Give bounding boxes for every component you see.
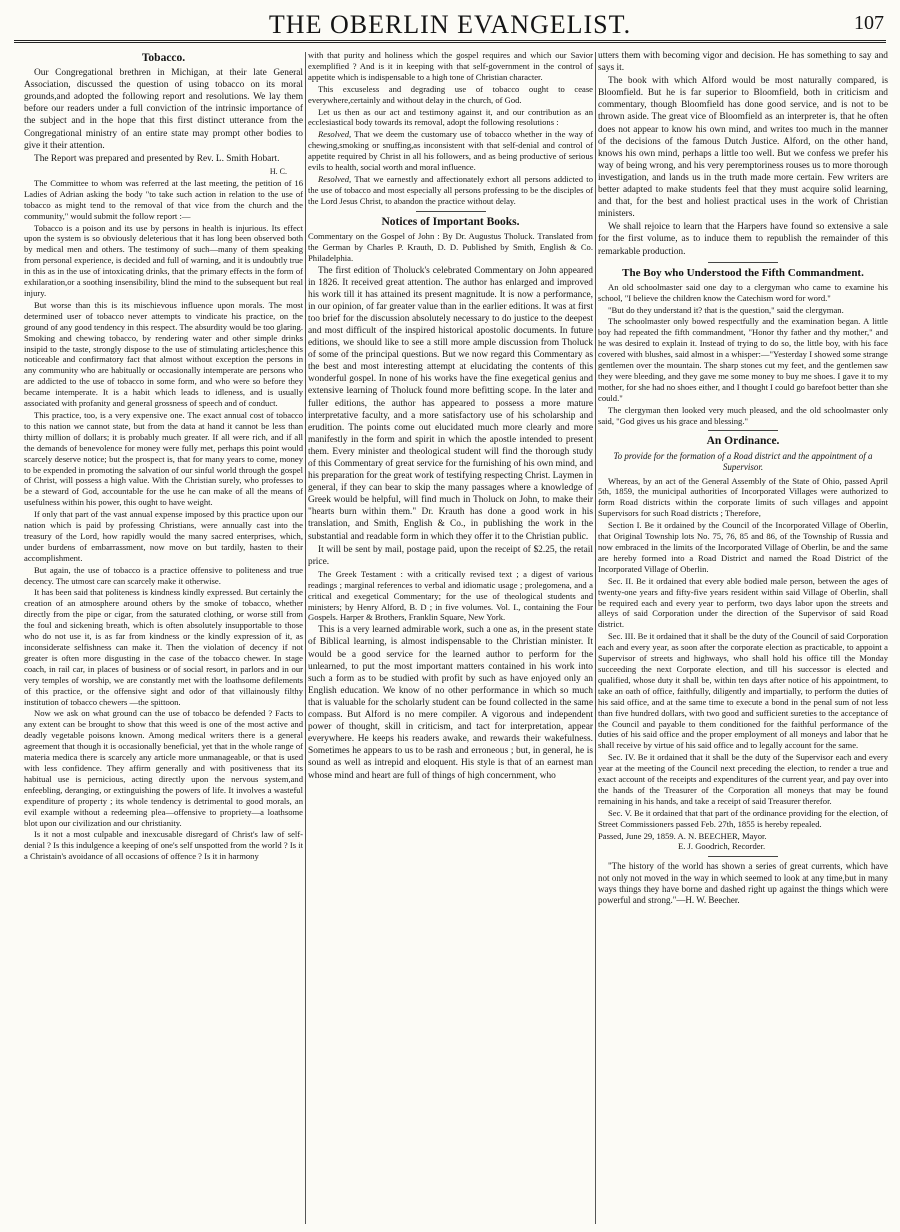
ordinance-paragraph: Sec. II. Be it ordained that every able bodied male person, between the ages of twenty-one years and fifty-five years resident within said Village of Oberlin, shall be required each and every year to perform, two days labor upon the streets and alleys of said Corporation under the direction of the Supervisor of said Road district. <box>598 575 888 630</box>
column-divider <box>305 52 306 1224</box>
beecher-quote: "The history of the world has shown a series of great currents, which have not only not moved in the way in which seemed to look at any time,but in many ways things they have borne and dashed right up against the things which were powerful and strong."—H. W. Beecher. <box>598 861 888 906</box>
tobacco-paragraph: Let us then as our act and testimony against it, and our contribution as an ecclesiastical body towards its removal, adopt the following resolutions : <box>308 106 593 128</box>
editor-initials: H. C. <box>269 166 287 176</box>
resolved-label: Resolved, <box>318 129 352 140</box>
ordinance-paragraph: Sec. III. Be it ordained that it shall be the duty of the Council of said Corporation each and every year, as soon after the corporate election as practicable, to appoint a Supervisor of streets and highways, who shall hold his office till the Monday succeeding the next Corporate election, and till his successor is elected and qualified, whose duty it shall be, within ten days after notice of his appointment, to take an oath of office, faithfully, diligently and impartially, to perform the duties of his said office, and at the same time to execute a bond in the penal sum of not less than five hundred dollars, with two good and sufficient sureties to the acceptance of the Council and payable to them conditioned for the faithful performance of the duties of his said office and the proper employment of all moneys and labor that he shall receive by virtue of his said office and to legally account for the same. <box>598 631 888 751</box>
ordinance-subtitle: To provide for the formation of a Road district and the appointment of a Supervisor. <box>613 450 873 472</box>
mayor-signature: A. N. BEECHER, Mayor. <box>677 830 767 841</box>
section-divider <box>708 262 778 263</box>
masthead <box>14 6 886 48</box>
ordinance-paragraph: Sec. IV. Be it ordained that it shall be the duty of the Supervisor each and every year at the meeting of the Council next preceding the election, to render a true and exact account of the receipts and expenditures of the current year, and pay over into the hands of the Treasurer of the Corporation all moneys that may be found remaining in his hands, and take a receipt of said Treasurer therefor. <box>598 752 888 806</box>
tobacco-heading: Tobacco. <box>141 52 186 64</box>
tobacco-resolution <box>308 174 593 207</box>
tobacco-paragraph: The Committee to whom was referred at the last meeting, the petition of 16 Ladies of Adrian asking the body "to take such action in relation to the use of tobacco as might tend to the removal of that vice from the church and the community," would submit the follow report :— <box>24 177 303 221</box>
tobacco-report-by: The Report was prepared and presented by Rev. L. Smith Hobart. <box>34 153 280 164</box>
tobacco-paragraph: Is it not a most culpable and inexcusable disregard of Christ's law of self-denial ? Is this indulgence a keeping of one's self unspotted from the world ? Is it a Christain's avoidance of all occasions of offence ? Is it in harmony <box>24 829 303 862</box>
newspaper-title: THE OBERLIN EVANGELIST. <box>268 10 632 39</box>
ordinance-paragraph: Section I. Be it ordained by the Council of the Incorporated Village of Oberlin, that Original Township lots No. 75, 76, 85 and 86, of the Township of Russia and now embraced in the limits of the Incorporated Village of Oberlin, be and the same are hereby formed into a Road District and named the Road District of the Incorporated Village of Oberlin. <box>598 520 888 574</box>
boy-heading: The Boy who Understood the Fifth Commandment. <box>622 266 864 279</box>
ordinance-paragraph: Whereas, by an act of the General Assembly of the State of Ohio, passed April 5th, 1859, the municipal authorities of Incorporated Villages were authorized to form Road districts within the corporate limits of such villages and appoint Supervisors for such Road districts ; Therefore, <box>598 475 888 519</box>
column-3 <box>598 50 888 1226</box>
tobacco-paragraph: But again, the use of tobacco is a practice offensive to politeness and true decency. The utmost care can scarcely make it otherwise. <box>24 564 303 586</box>
passed-date: Passed, June 29, 1859. <box>598 830 676 841</box>
review-paragraph: It will be sent by mail, postage paid, upon the receipt of $2.25, the retail price. <box>308 544 593 567</box>
story-paragraph: "But do they understand it? that is the question," said the clergyman. <box>608 304 844 315</box>
tobacco-paragraph: But worse than this is its mischievous influence upon morals. The most determined user of tobacco never attempts to vindicate his practice, on the ground of any good tendency in this respect. The absurdity would be too glaring. Smoking and chewing tobacco, by rendering water and other simple drinks insipid to the taste, strongly dispose to the use of stimulating articles;hence this noticeable and confirmatory fact that almost without exception the persons in any community who are habitually or occasionally intemperate are persons who are addicted to the use of tobacco in some form, and who were so before they became intemperate. It is a habit which leads to idleness, and is usually associated with profanity and general grossness of speech and of conduct. <box>24 299 303 409</box>
book-title: The Greek Testament : with a critically revised text ; a digest of various readings ; marginal references to verbal and idiomatic usage ; prolegomena, and a critical and exegetical Commentary; for the use of theological students and ministers; by Henry Alford, B. D ; in five volumes. Vol. I., containing the Four Gospels. Harper & Brothers, Franklin Square, New York. <box>308 568 593 623</box>
tobacco-paragraph: It has been said that politeness is kindness kindly expressed. But certainly the creation of an atmosphere around others by the smoke of tobacco, whether directly from the pipe or cigar, from the saturated clothing, or worse still from the foul and sickening breath, which is often absolutely insupportable to those who do not use it, is as far from kindness or the kindly expression of it, as inconsiderate selfishness can make it. Then the violation of decency if not greater is often more disgusting in the case of the tobacco chewer. In stage coach, in rail car, in places of business or of social resort, in parlors and in our very temples of worship, we are constantly met with the loathsome defilements of this practice, or the offensive sight and odor of that villainously filthy institution of tobacco chewers —the spittoon. <box>24 587 303 707</box>
section-divider <box>708 430 778 431</box>
tobacco-paragraph: with that purity and holiness which the gospel requires and which our Savior exemplified ? And is it in keeping with that self-government in the control of appetite which is indispensable to a high tone of Christian character. <box>308 50 593 82</box>
tobacco-resolution <box>308 129 593 173</box>
review-paragraph: utters them with becoming vigor and decision. He has something to say and says it. <box>598 51 888 74</box>
column-2 <box>308 50 593 1226</box>
review-paragraph: We shall rejoice to learn that the Harpers have found so extensive a sale for the first volume, as to induce them to republish the remainder of this remarkable production. <box>598 222 888 257</box>
section-divider <box>416 211 486 212</box>
book-title: Commentary on the Gospel of John : By Dr. Augustus Tholuck. Translated from the German by Charles P. Krauth, D. D. Published by Smith, English & Co. Philadelphia. <box>308 230 593 263</box>
ordinance-heading: An Ordinance. <box>706 435 780 448</box>
section-divider <box>708 856 778 857</box>
masthead-rule <box>14 40 886 45</box>
column-divider <box>595 52 596 1224</box>
review-paragraph: This is a very learned admirable work, such a one as, in the present state of Biblical learning, is almost indispensable to the Christian minister. It would be a good service for the learned author to perform for the unlearned, to put the most important matters contained in his work into such a form as to be studied with profit by such as have enjoyed only an English education. We know of no other performance in which so much that is valuable for the scholarly student can be found collected in the same compass. But Alford is no mere compiler. A vigorous and independent power of thought, skill in criticism, and tact for interpretation, appear everywhere. He keeps his readers awake, and rewards their wakefulness. Sometimes he appears to us to be rash and erroneous ; but, in general, he is sound as well as intrepid and eloquent. His style is that of an earnest man whose mind and heart are full of things of high concernment, who <box>308 625 593 781</box>
tobacco-paragraph: Now we ask on what ground can the use of tobacco be defended ? Facts to any extent can be brought to show that this weed is one of the most active and deadly vegetable poisons known. Among medical writers there is a general agreement that though it is occasionally beneficial, yet that in the whole range of materia medica there is scarcely any article more unmanageable, or that is used with less confidence. They affirm generally and with positiveness that its habitual use is pernicious, acting directly upon the nervous system,and enfeebling, deranging, or extinguishing the powers of life. It involves a wasteful expenditure of property ; its whole tendency is detrimental to good morals, an evil example without a redeeming plea—offensive to propriety—a loathsome blot upon our civilization and our christianity. <box>24 708 303 828</box>
review-paragraph: The book with which Alford would be most naturally compared, is Bloomfield. But he is far superior to Bloomfield, both in criticism and commentary, though Bloomfield has done good service, and is not to be thrown aside. The great vice of Bloomfield as an interpreter is, that he often does not appear to know his own mind, and writes too much in the manner of the decisions of the famous Dutch Justice. Alford, on the other hand, knows his own mind, perhaps a little too well. But we confess we prefer his way of being wrong, and his very peremptoriness rouses us to more thorough investigation, and lands us in the truth made more certain. Few writers are better adapted to make students feel that they must acquire solid learning, and that, for the best and holiest practical uses in the work of Christian ministers. <box>598 76 888 220</box>
resolution-text: That we deem the customary use of tobacco whether in the way of chewing,smoking or snuffing,as inconsistent with that self-denial and control of appetite required by Christ in all his followers, and as being productive of serious evils to health, social worth and moral influence. <box>308 129 593 173</box>
resolved-label: Resolved, <box>318 173 352 184</box>
page-number: 107 <box>854 12 884 34</box>
story-paragraph: The clergyman then looked very much pleased, and the old schoolmaster only said, "God gives us his grace and blessing." <box>598 404 888 426</box>
ordinance-paragraph: Sec. V. Be it ordained that that part of the ordinance providing for the election, of Street Commissioners passed Feb. 27th, 1855 is hereby repealed. <box>598 807 888 829</box>
column-1 <box>24 50 303 1226</box>
tobacco-paragraph: If only that part of the vast annual expense imposed by this practice upon our nation which is paid by professing Christians, were annually cast into the treasury of the Lord, how rapidly would the many sacred enterprises, which, under burdens of embarrassment, now move on but tardily, hasten to their accomplishment. <box>24 509 303 563</box>
ordinance-signature <box>598 831 888 853</box>
review-paragraph: The first edition of Tholuck's celebrated Commentary on John appeared in 1826. It received great attention. The author has enlarged and improved his work till it has attained its present magnitude. It is now a performance, in our opinion, of far greater value than in the earlier editions. It was at first too brief for the discussion absolutely necessary to do justice to the deepest and most difficult of the inspired historical apostolic documents. In future editions, we should like to see a still more ample discussion from Tholuck of some of the principal questions. But we now regard this Commentary as the best and most interesting attempt at elucidating the contents of this wonderful gospel. In none of his works have the fine exegetical genius and extensive learning of Tholuck found more befitting scope. In the later and fuller editions, the author has appeared to possess a more mature interpretative faculty, and a more satisfactory use of his scholarship and erudition. The points come out elucidated much more clearly and more manifestly in the form and spirit in which the apostle intended to present them. Every minister and theological student will find the thorough study of this Commentary of great service for the furnishing of his own mind, and his preparation for the great work of testifying respecting Christ. Laymen in general, if they can bear to skip the many passages where a knowledge of Greek would be helpful, will find much in Tholuck on John, to make their "hearts burn within them." Dr. Krauth has done a good work in his translation, and Smith, English & Co., in publishing the work in the substantial and readable form in which they offer it to the Christian public. <box>308 265 593 542</box>
notices-heading: Notices of Important Books. <box>381 215 520 228</box>
recorder-signature: E. J. Goodrich, Recorder. <box>678 841 766 852</box>
resolution-text: That we earnestly and affectionately exhort all persons addicted to the use of tobacco and most especially all persons professing to be the disciples of the Lord Jesus Christ, to abandon the practice without delay. <box>308 173 593 206</box>
story-paragraph: An old schoolmaster said one day to a clergyman who came to examine his school, "I believe the children know the Catechism word for word." <box>598 281 888 303</box>
tobacco-paragraph: This practice, too, is a very expensive one. The exact annual cost of tobacco to this nation we cannot state, but from the data at hand it cannot be less than thirty million of dollars; it is probably much greater. If all were rich, and if all the demands of benevolence for money were fully met, perhaps this point would scarcely deserve notice; but the prospect is, that for many years to come, money to be expended in promoting the salvation of our sinful world through the gospel of Christ, will possess a high value. With the Christian surely, who professes to be a steward of God, accountable for the use he can make of all the means of usefulness within his power, this ought to have weight. <box>24 409 303 508</box>
story-paragraph: The schoolmaster only bowed respectfully and the examination began. A little boy had repeated the fifth commandment, "Honor thy father and thy mother," and he was desired to explain it. Instead of trying to do so, the little boy, with his face covered with blushes, said almost in a whisper:—"Yesterday I showed some strange gentlemen over the mountain. The sharp stones cut my feet, and the gentlemen saw they were bleeding, and they gave me some money to buy me shoes. I gave it to my mother, for she had no shoes either, and I thought I could go barefoot better than she could." <box>598 316 888 403</box>
tobacco-intro: Our Congregational brethren in Michigan, at their late General Association, discussed the question of using tobacco on its moral grounds,and adopted the following report and resolutions. We lay them before our readers under a full conviction of the intrinsic importance of the subject and in the hope that this first distinct utterance from the Congregational ministry of an entire state may prompt other bodies to give it their attention. <box>24 68 303 151</box>
tobacco-paragraph: Tobacco is a poison and its use by persons in health is injurious. Its effect upon the system is so obviously deleterious that it has long been observed both by medical men and others. The testimony of such—many of them speaking from personal experience, is decided and full of warning, and it is undoubtly true in this as in the use of intoxicating drinks, that the primary effects in the form of exhilaration,or a soothing insensibility, blind the mind to the subsequent but real injury. <box>24 222 303 298</box>
tobacco-paragraph: This excuseless and degrading use of tobacco ought to cease everywhere,certainly and without delay in the church, of God. <box>308 83 593 105</box>
